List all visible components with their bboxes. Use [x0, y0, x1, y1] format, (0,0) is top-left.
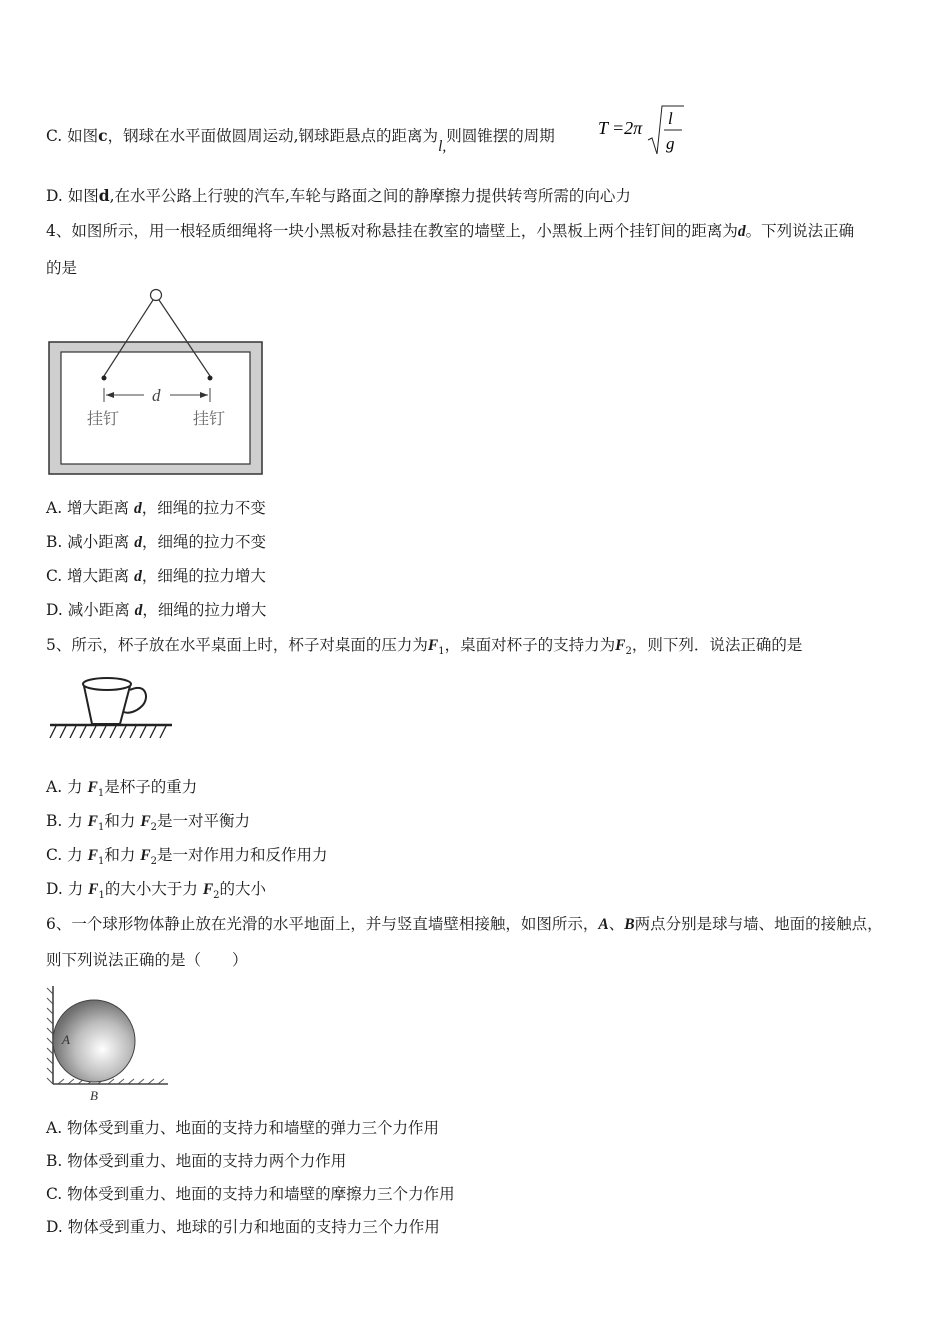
q5-opt-a-F1-sub: 1 — [97, 788, 105, 800]
blackboard-surface — [61, 352, 250, 464]
q3-option-c-suffix: 则圆锥摆的周期 — [446, 127, 555, 145]
q5-opt-b-F1: F — [87, 813, 99, 830]
q5-opt-c-F1: F — [87, 847, 98, 864]
q5-opt-c-F1-sub: 1 — [97, 856, 105, 868]
q3-option-d-text: ,在水平公路上行驶的汽车,车轮与路面之间的静摩擦力提供转弯所需的向心力 — [109, 187, 631, 205]
q4-option-c — [46, 566, 266, 587]
q6-option-c: C. 物体受到重力、地面的支持力和墙壁的摩擦力三个力作用 — [46, 1185, 455, 1203]
q4-stem-line2: 的是 — [46, 259, 78, 277]
q3-option-d — [46, 186, 631, 206]
q6-stem-line2: 则下列说法正确的是（ ） — [46, 951, 248, 969]
q5-option-b — [46, 811, 250, 838]
q5-opt-d-F1: F — [88, 881, 99, 898]
nail-left-icon — [102, 376, 107, 381]
q4-opt-b-var: d — [134, 534, 142, 551]
q5-opt-c-F2: F — [140, 847, 151, 864]
formula-T: T — [598, 118, 609, 138]
q4-opt-b-post: ，细绳的拉力不变 — [141, 533, 266, 551]
q5-option-a — [46, 777, 197, 804]
q5-opt-d-mid: 的大小大于力 — [104, 880, 203, 898]
q5-opt-a-F1: F — [87, 779, 98, 796]
q5-opt-a-post: 是杯子的重力 — [104, 778, 198, 796]
q6-sep: 、 — [608, 915, 625, 933]
q6-stem-a: 6、一个球形物体静止放在光滑的水平地面上，并与竖直墙壁相接触，如图所示， — [46, 915, 599, 933]
fig-label-B: B — [90, 1088, 98, 1103]
q5-option-c — [46, 845, 327, 872]
q6-option-a: A. 物体受到重力、地面的支持力和墙壁的弹力三个力作用 — [46, 1119, 440, 1137]
q5-option-d — [46, 879, 266, 906]
q3-var-l: l, — [438, 138, 447, 155]
q5-opt-c-post: 是一对作用力和反作用力 — [156, 846, 328, 864]
formula-denominator: g — [666, 134, 675, 153]
q4-stem-a: 4、如图所示，用一根轻质细绳将一块小黑板对称悬挂在教室的墙壁上，小黑板上两个挂钉间的距离为 — [46, 222, 738, 240]
q5-opt-c-mid: 和力 — [104, 846, 141, 864]
q5-opt-d-F1-sub: 1 — [98, 890, 105, 902]
q3-option-d-prefix: D. 如图 — [46, 187, 99, 205]
q4-opt-c-var: d — [134, 568, 142, 585]
q4-opt-d-var: d — [134, 602, 143, 619]
cup-body — [84, 686, 130, 724]
q6-option-b: B. 物体受到重力、地面的支持力两个力作用 — [46, 1152, 347, 1170]
q4-opt-a-pre: A. 增大距离 — [46, 499, 130, 517]
q5-F1-sub: 1 — [438, 646, 445, 658]
q5-opt-b-F2: F — [140, 813, 151, 830]
q5-opt-b-F2-sub: 2 — [150, 822, 158, 834]
q5-opt-a-pre: A. 力 — [46, 778, 88, 796]
cup-rim — [83, 678, 131, 690]
q4-opt-c-post: ，细绳的拉力增大 — [141, 567, 266, 585]
q5-stem-b: ，桌面对杯子的支持力为 — [444, 636, 616, 654]
q4-stem-var: d — [737, 223, 746, 240]
q3-var-d: d — [98, 186, 110, 205]
q4-opt-a-var: d — [134, 500, 142, 517]
q5-F2: F — [615, 637, 626, 654]
q4-opt-b-pre: B. 减小距离 — [46, 533, 130, 551]
fig-label-A: A — [62, 1032, 70, 1047]
q3-var-c: c — [98, 126, 108, 145]
q5-opt-b-pre: B. 力 — [46, 812, 88, 830]
q5-stem-c: ，则下列．说法正确的是 — [631, 636, 803, 654]
q6-option-d: D. 物体受到重力、地球的引力和地面的支持力三个力作用 — [46, 1218, 440, 1236]
q5-stem-a: 5、所示，杯子放在水平桌面上时，杯子对桌面的压力为 — [46, 636, 428, 654]
q6-stem-line1 — [46, 914, 883, 935]
q6-stem-b: 两点分别是球与墙、地面的接触点， — [634, 915, 883, 933]
label-d: d — [152, 386, 161, 405]
q5-F1: F — [427, 637, 439, 654]
q5-opt-c-pre: C. 力 — [46, 846, 88, 864]
q5-opt-d-post: 的大小 — [219, 880, 267, 898]
nail-right-icon — [208, 376, 213, 381]
q4-opt-d-pre: D. 减小距离 — [46, 601, 130, 619]
ball-figure — [40, 984, 174, 1104]
q5-F2-sub: 2 — [625, 646, 632, 658]
q3-option-c-mid: ，钢球在水平面做圆周运动,钢球距悬点的距离为 — [107, 127, 439, 145]
q5-stem — [46, 635, 802, 662]
q5-opt-b-post: 是一对平衡力 — [157, 812, 251, 830]
q4-option-a — [46, 498, 266, 519]
formula-eq: =2π — [612, 118, 643, 138]
period-formula — [596, 102, 688, 158]
q5-opt-b-mid: 和力 — [104, 812, 141, 830]
q4-opt-c-pre: C. 增大距离 — [46, 567, 130, 585]
q5-opt-d-F2-sub: 2 — [213, 890, 220, 902]
q3-option-c-prefix: C. 如图 — [46, 127, 99, 145]
q5-opt-d-F2: F — [202, 881, 214, 898]
q3-option-c — [46, 126, 555, 155]
q6-point-B: B — [624, 916, 635, 933]
q4-stem-b: 。下列说法正确 — [745, 222, 855, 240]
cup-figure — [46, 668, 176, 744]
q4-option-b — [46, 532, 266, 553]
label-nail-left: 挂钉 — [87, 409, 120, 428]
q4-option-d — [46, 600, 266, 621]
blackboard-figure — [46, 286, 268, 480]
table-hatching — [50, 726, 166, 738]
formula-numerator: l — [668, 109, 673, 128]
q6-point-A: A — [598, 916, 609, 933]
q4-opt-a-post: ，细绳的拉力不变 — [141, 499, 266, 517]
q5-opt-b-F1-sub: 1 — [98, 822, 105, 834]
q4-opt-d-post: ，细绳的拉力增大 — [142, 601, 267, 619]
q4-stem-line1 — [46, 221, 854, 242]
wall-hatching — [47, 988, 53, 1084]
hook-icon — [151, 290, 162, 301]
q5-opt-d-pre: D. 力 — [46, 880, 89, 898]
label-nail-right: 挂钉 — [193, 409, 226, 428]
q5-opt-c-F2-sub: 2 — [150, 856, 157, 868]
